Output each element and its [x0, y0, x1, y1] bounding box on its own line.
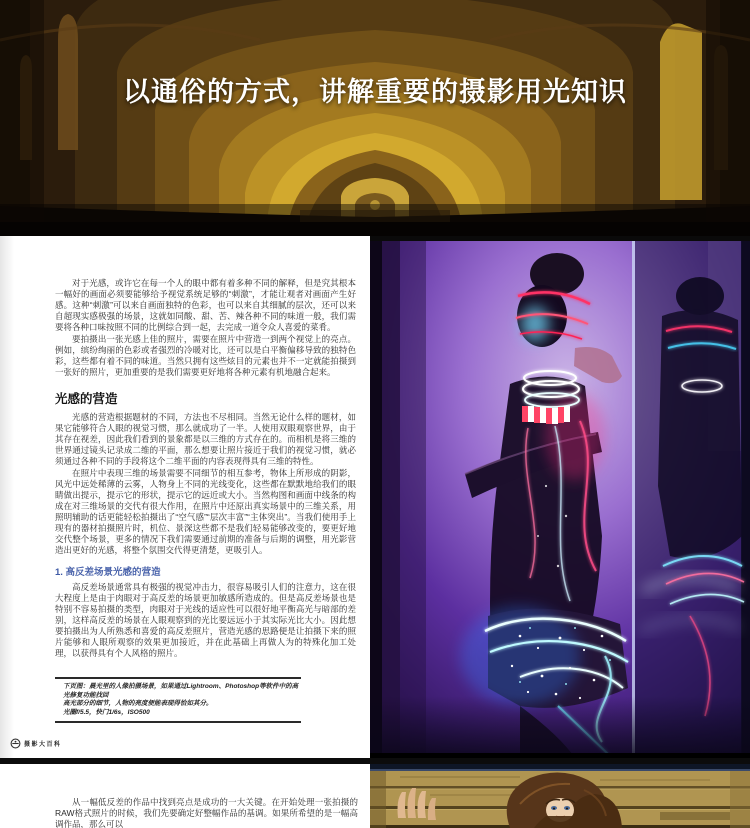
banner-title: 以通俗的方式，讲解重要的摄影用光知识	[123, 77, 627, 107]
striped-collar	[522, 406, 570, 424]
wood-plank-art	[370, 764, 750, 828]
photo-caption	[55, 677, 301, 723]
publisher-logo-text: 摄影大百科	[24, 742, 62, 748]
paragraph: 从一幅低反差的作品中找到亮点是成功的一大关键。在开始处理一张拍摄的RAW格式照片的时候，我们先要确定好整幅作品的基调。如果所希望的是一幅高调作品，那么可以	[55, 797, 358, 828]
caption-line: 下页图：晨光里的人像拍摄场景，如果通过Lightroom、Photoshop等软件中的高光修复功能找回	[63, 683, 299, 699]
left-page	[0, 236, 370, 758]
paragraph: 对于光感，或许它在每一个人的眼中都有着多种不同的解释，但是究其根本一幅好的画面必须要能够给予视觉系统足够的“刺激”，才能让观者对画面产生好感。这种“刺激”可以来自画面独特的色彩，也可以来自其细腻的层次，还可以来自超现实感极强的场景，这就如同酸、甜、苦、辣各种不同的味道一般，我们需要将各种口味按照不同的比例综合到一起，去完成一道令众人喜爱的菜肴。	[55, 278, 356, 332]
sub-heading: 1. 高反差场景光感的营造	[55, 567, 161, 578]
publisher-logo	[10, 738, 62, 749]
section-heading: 光感的营造	[55, 392, 118, 406]
wood-plank-photo	[370, 764, 750, 828]
caption-line: 高光部分的细节，人物的亮度便能表现得恰如其分。	[63, 700, 213, 708]
neon-portrait-art	[370, 236, 750, 758]
paragraph: 光感的营造根据题材的不同，方法也不尽相同。当然无论什么样的题材，如果它能够符合人眼的视觉习惯，那么就成功了一半。人使用双眼观察世界，由于其存在视差，因此我们看到的景象都是以三维的方式存在的。而相机是将三维的世界通过镜头记录成二维的平面，那么想要让照片接近于我们的视觉习惯，就必须通过各种不同的手段将这个二维平面的内容表现得具有三维的特性。	[55, 412, 356, 466]
camera-logo-icon	[10, 738, 21, 749]
archway-photo	[0, 0, 750, 236]
paragraph: 高反差场景通常具有极强的视觉冲击力，很容易吸引人们的注意力，这在很大程度上是由于肉眼对于高反差的场景更加敏感所造成的。但是高反差场景也是特别不容易拍摄的类型，肉眼对于光线的适应性可以很好地平衡高光与暗部的差别，这样高反差的场景在人眼观察到的光比要远远小于其实际光比大小。因此想要拍摄出为人所熟悉和喜爱的高反差照片，营造光感的思路便是让拍摄下来的照片能够和人眼所观察的效果更加接近，并在此基础上再做人为的特殊化加工处理，以获得具有个人风格的照片。	[55, 582, 356, 658]
caption-exif: 光圈f/5.5，快门1/6s，ISO500	[63, 708, 150, 716]
book-spread	[0, 236, 750, 758]
paragraph: 要拍摄出一张光感上佳的照片，需要在照片中营造一到两个视觉上的亮点。例如，缤纷绚丽的色彩或者强烈的冷暖对比，还可以是白平衡偏移导致的独特色彩，这些都有着不同的味道。当然只拥有这些炫目的元素也并不一定就能拍摄到一张好的照片，更加重要的是我们需要更好地将各种元素有机地融合起来。	[55, 334, 356, 377]
next-spread-partial	[0, 764, 750, 828]
banner-archway-photo	[0, 0, 750, 236]
next-left-page	[0, 764, 370, 828]
neon-portrait-photo	[370, 236, 750, 758]
paragraph: 在照片中表现三维的场景需要不同细节的相互参考，物体上所形成的阴影，风光中远处稀薄的云雾，人物身上不同的光线变化，这些都在默默地给我们的眼睛做出提示，提示它的形状，提示它的远近或大小。当然构图和画面中线条的构成在对三维场景的交代有很大作用，在照片中还原出真实场景中的三维关系，用照明辅助的话更能轻松拍摄出了“空气感”“层次丰富”“主体突出”。当我们使用手上现有的器材拍摄照片时，机位、景深这些都不是我们轻易能够改变的，要更好地交代整个场景，更多的情况下我们需要通过前期的准备与后期的调整，用光影营造出更好的光感，将整个氛围交代得更清楚，更吸引人。	[55, 468, 356, 555]
